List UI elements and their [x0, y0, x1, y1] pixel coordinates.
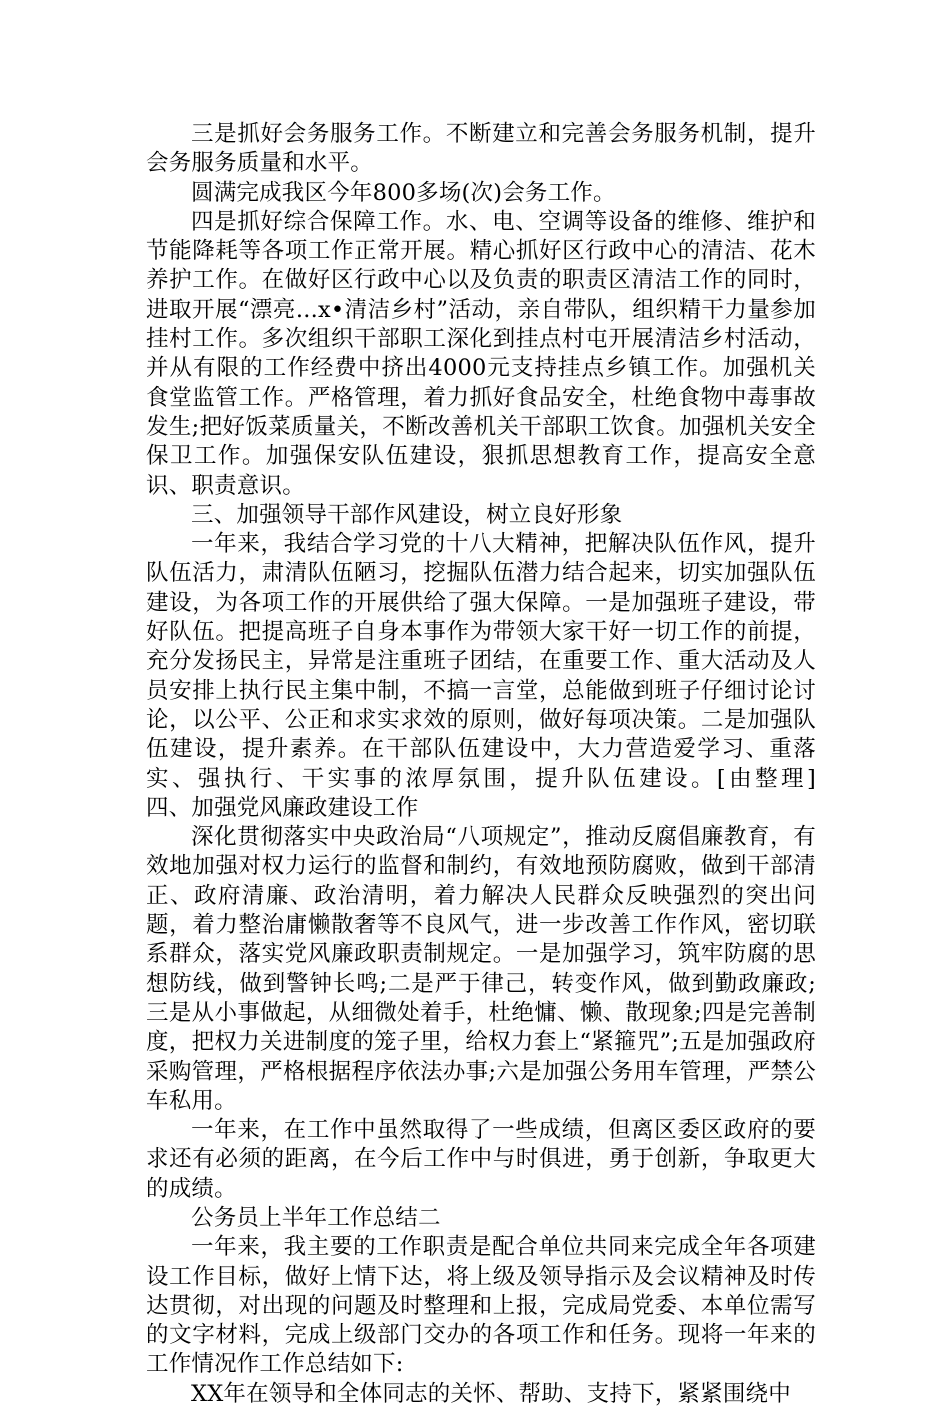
paragraph-meeting-service: 三是抓好会务服务工作。不断建立和完善会务服务机制，提升会务服务质量和水平。 — [146, 121, 816, 177]
section-heading-leadership: 三、加强领导干部作风建设，树立良好形象 — [191, 501, 623, 528]
paragraph-meeting-count: 圆满完成我区今年800多场(次)会务工作。 — [191, 179, 616, 206]
paragraph-duties: 一年来，我主要的工作职责是配合单位共同来完成全年各项建设工作目标，做好上情下达，将上级及领导指示及会议精神及时传达贯彻，对出现的问题及时整理和上报，完成局党委、本单位需写的文字材料，完成上级部门交办的各项工作和任务。现将一年来的工作情况作工作总结如下: — [146, 1234, 816, 1378]
paragraph-logistics: 四是抓好综合保障工作。水、电、空调等设备的维修、维护和节能降耗等各项工作正常开展。精心抓好区行政中心的清洁、花木养护工作。在做好区行政中心以及负责的职责区清洁工作的同时，进取开展“漂亮...x•清洁乡村”活动，亲自带队，组织精干力量参加挂村工作。多次组织干部职工深化到挂点村屯开展清洁乡村活动，并从有限的工作经费中挤出4000元支持挂点乡镇工作。加强机关食堂监管工作。严格管理，着力抓好食品安全，杜绝食物中毒事故发生;把好饭菜质量关，不断改善机关干部职工饮食。加强机关安全保卫工作。加强保安队伍建设，狠抓思想教育工作，提高安全意识、职责意识。 — [146, 208, 816, 499]
section-heading-summary-two: 公务员上半年工作总结二 — [191, 1204, 441, 1231]
paragraph-team-building: 一年来，我结合学习党的十八大精神，把解决队伍作风，提升队伍活力，肃清队伍陋习，挖掘队伍潜力结合起来，切实加强队伍建设，为各项工作的开展供给了强大保障。一是加强班子建设，带好队伍。把提高班子自身本事作为带领大家干好一切工作的前提，充分发扬民主，异常是注重班子团结，在重要工作、重大活动及人员安排上执行民主集中制，不搞一言堂，总能做到班子仔细讨论讨论，以公平、公正和求实求效的原则，做好每项决策。二是加强队伍建设，提升素养。在干部队伍建设中，大力营造爱学习、重落实、强执行、干实事的浓厚氛围，提升队伍建设。[由整理] 四、加强党风廉政建设工作 — [146, 531, 862, 821]
paragraph-year-start: XX年在领导和全体同志的关怀、帮助、支持下，紧紧围绕中 — [191, 1380, 791, 1407]
paragraph-conclusion: 一年来，在工作中虽然取得了一些成绩，但离区委区政府的要求还有必须的距离，在今后工作中与时俱进，勇于创新，争取更大的成绩。 — [146, 1117, 816, 1202]
paragraph-anti-corruption: 深化贯彻落实中央政治局“八项规定”，推动反腐倡廉教育，有效地加强对权力运行的监督和制约，有效地预防腐败，做到干部清正、政府清廉、政治清明，着力解决人民群众反映强烈的突出问题，着力整治庸懒散奢等不良风气，进一步改善工作作风，密切联系群众，落实党风廉政职责制规定。一是加强学习，筑牢防腐的思想防线，做到警钟长鸣;二是严于律己，转变作风，做到勤政廉政;三是从小事做起，从细微处着手，杜绝慵、懒、散现象;四是完善制度，把权力关进制度的笼子里，给权力套上“紧箍咒”;五是加强政府采购管理，严格根据程序依法办事;六是加强公务用车管理，严禁公车私用。 — [146, 824, 816, 1114]
document-page — [146, 120, 862, 1409]
